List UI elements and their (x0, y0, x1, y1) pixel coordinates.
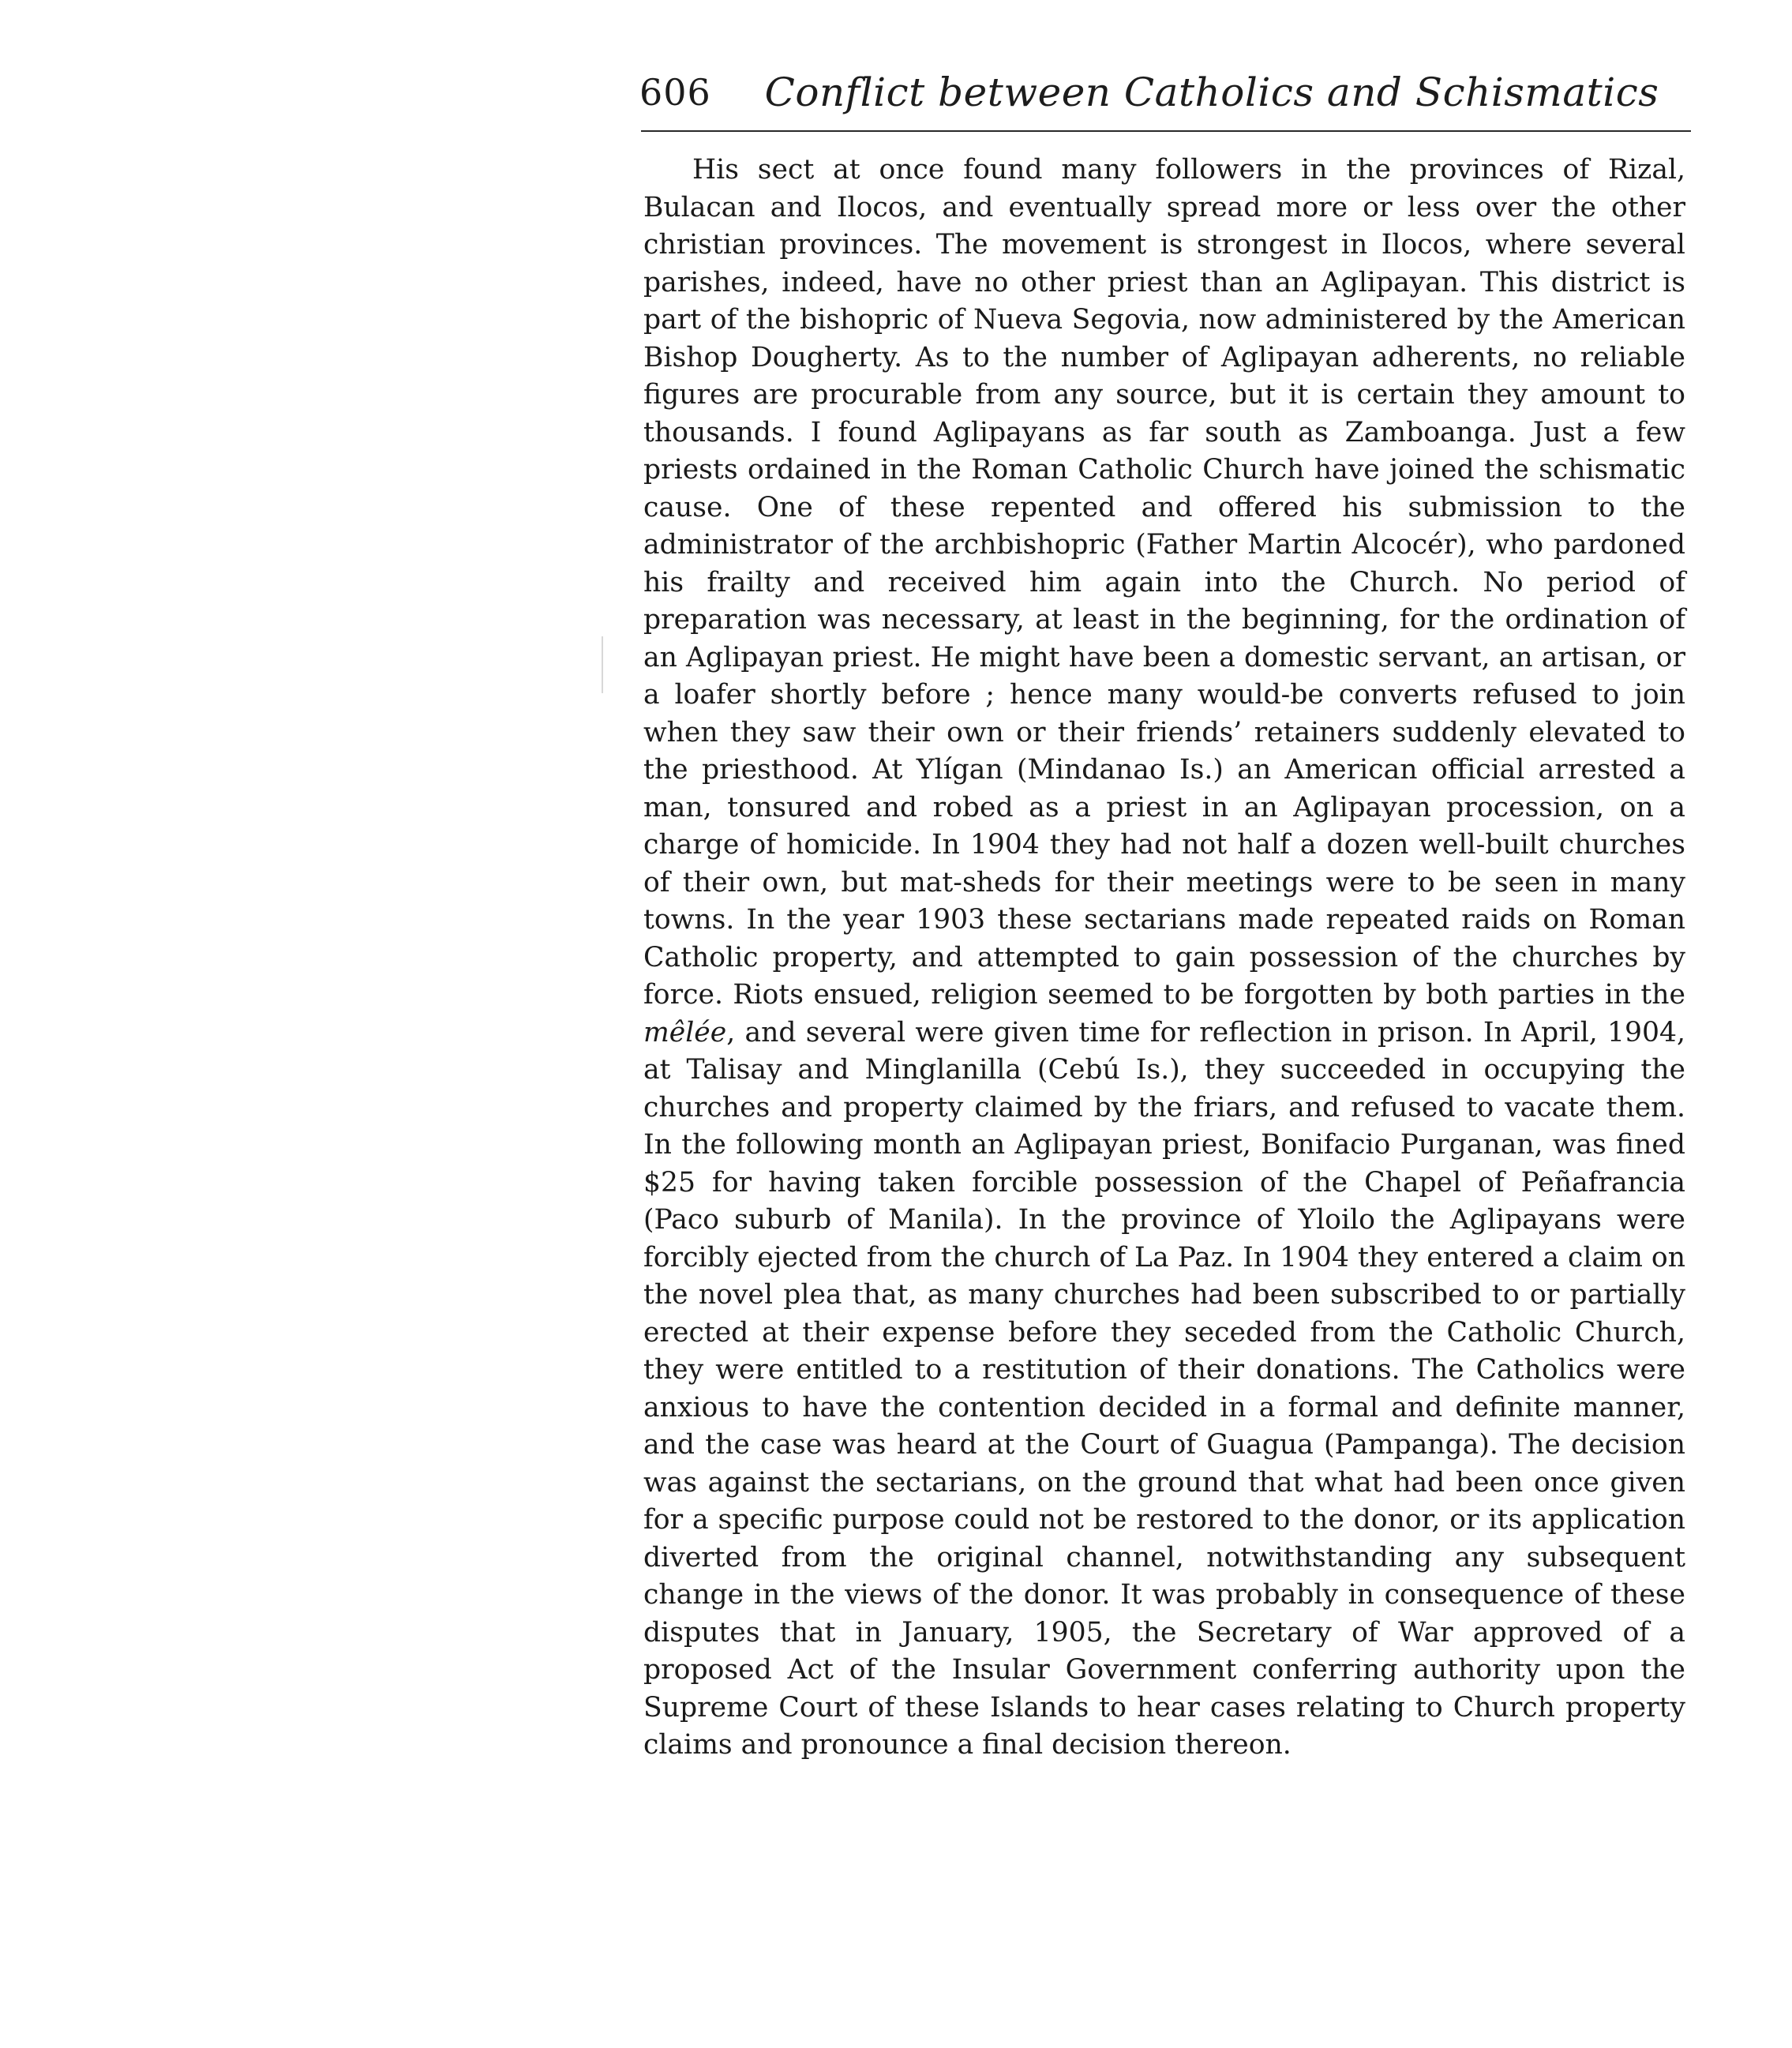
paragraph (643, 152, 1685, 1765)
header-rule (641, 130, 1691, 132)
paragraph-text-part1: His sect at once found many followers in the provinces of Rizal, Bulacan and Ilocos, and eventually spread more or less over the other christian provinces. The movement is strongest in Ilocos, where several parishes, indeed, have no other priest than an Aglipayan. This district is part of the bishopric of Nueva Segovia, now administered by the American Bishop Dougherty. As to the number of Aglipayan adherents, no reliable figures are procurable from any source, but it is certain they amount to thousands. I found Aglipayans as far south as Zamboanga. Just a few priests ordained in the Roman Catholic Church have joined the schismatic cause. One of these repented and offered his submission to the administrator of the archbishopric (Father Martin Alcocér), who pardoned his frailty and received him again into the Church. No period of preparation was necessary, at least in the beginning, for the ordination of an Aglipayan priest. He might have been a domestic servant, an artisan, or a loafer shortly before ; hence many would-be converts refused to join when they saw their own or their friends’ retainers suddenly elevated to the priesthood. At Ylígan (Mindanao Is.) an American official arrested a man, tonsured and robed as a priest in an Aglipayan procession, on a charge of homicide. In 1904 they had not half a dozen well-built churches of their own, but mat-sheds for their meetings were to be seen in many towns. In the year 1903 these sectarians made repeated raids on Roman Catholic property, and attempted to gain possession of the churches by force. Riots ensued, religion seemed to be forgotten by both parties in the (643, 154, 1685, 1011)
paragraph-text-part2: , and several were given time for reflection in prison. In April, 1904, at Talisay and Minglanilla (Cebú Is.), they succeeded in occupying the churches and property claimed by the friars, and refused to vacate them. In the following month an Aglipayan priest, Bonifacio Purganan, was fined $25 for having taken forcible possession of the Chapel of Peñafrancia (Paco suburb of Manila). In the province of Yloilo the Aglipayans were forcibly ejected from the church of La Paz. In 1904 they entered a claim on the novel plea that, as many churches had been subscribed to or partially erected at their expense before they seceded from the Catholic Church, they were entitled to a restitution of their donations. The Catholics were anxious to have the contention decided in a formal and definite manner, and the case was heard at the Court of Guagua (Pampanga). The decision was against the sectarians, on the ground that what had been once given for a specific purpose could not be restored to the donor, or its application diverted from the original channel, notwithstanding any subsequent change in the views of the donor. It was probably in consequence of these disputes that in January, 1905, the Secretary of War approved of a proposed Act of the Insular Government conferring authority upon the Supreme Court of these Islands to hear cases relating to Church property claims and pronounce a final decision thereon. (643, 1016, 1685, 1761)
italic-word: mêlée (643, 1016, 727, 1048)
running-title: Conflict between Catholics and Schismatics (764, 69, 1659, 115)
body-text (643, 152, 1685, 1765)
page-header (639, 65, 1689, 120)
page-number: 606 (639, 71, 711, 114)
margin-mark (602, 636, 603, 693)
